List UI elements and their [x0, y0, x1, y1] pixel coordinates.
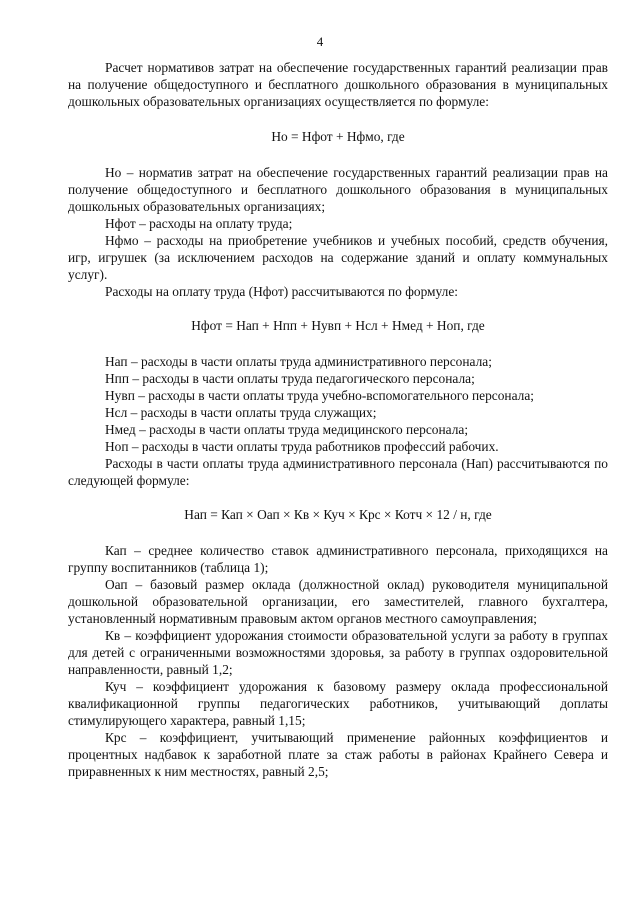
definition-nfmo: Нфмо – расходы на приобретение учебников и учебных пособий, средств обучения, игр, игрушек (за исключением расходов на содержание зданий и оплату коммунальных услуг).: [68, 233, 608, 282]
definition-nsl: Нсл – расходы в части оплаты труда служащих;: [105, 405, 377, 420]
formula-nap: Нап = Кап × Оап × Кв × Куч × Крс × Котч × 12 / н, где: [184, 507, 492, 522]
definition-nop: Ноп – расходы в части оплаты труда работников профессий рабочих.: [105, 439, 499, 454]
definition-kap: Кап – среднее количество ставок административного персонала, приходящихся на группу воспитанников (таблица 1);: [68, 543, 608, 575]
formula-norm-total: Но = Нфот + Нфмо, где: [271, 129, 405, 144]
fot-intro-paragraph: Расходы на оплату труда (Нфот) рассчитываются по формуле:: [105, 284, 458, 299]
document-body: [68, 59, 608, 780]
nap-intro-paragraph: Расходы в части оплаты труда административного персонала (Нап) рассчитываются по следующей формуле:: [68, 456, 608, 488]
definition-nuvp: Нувп – расходы в части оплаты труда учебно-вспомогательного персонала;: [105, 388, 535, 403]
definition-kv: Кв – коэффициент удорожания стоимости образовательной услуги за работу в группах для детей с ограниченными возможностями здоровья, за работу в группах оздоровительной направленности, равный 1,2;: [68, 628, 608, 677]
definition-nfot: Нфот – расходы на оплату труда;: [105, 216, 293, 231]
definition-nmed: Нмед – расходы в части оплаты труда медицинского персонала;: [105, 422, 469, 437]
definition-npp: Нпп – расходы в части оплаты труда педагогического персонала;: [105, 371, 475, 386]
page-number: 4: [316, 34, 324, 49]
intro-paragraph: Расчет нормативов затрат на обеспечение государственных гарантий реализации прав на получение общедоступного и бесплатного дошкольного образования в муниципальных дошкольных образовательных организациях осуществляется по формуле:: [68, 60, 608, 109]
definition-no: Но – норматив затрат на обеспечение государственных гарантий реализации прав на получение общедоступного и бесплатного дошкольного образования в муниципальных дошкольных образовательных организациях;: [68, 165, 608, 214]
definition-oap: Оап – базовый размер оклада (должностной оклад) руководителя муниципальной дошкольной образовательной организации, его заместителей, главного бухгалтера, установленный нормативным правовым актом органов местного самоуправления;: [68, 577, 608, 626]
definition-nap: Нап – расходы в части оплаты труда административного персонала;: [105, 354, 492, 369]
definition-kuch: Куч – коэффициент удорожания к базовому размеру оклада профессиональной квалификационной группы педагогических работников, учитывающий доплаты стимулирующего характера, равный 1,15;: [68, 679, 608, 728]
definition-krs: Крс – коэффициент, учитывающий применение районных коэффициентов и процентных надбавок к заработной плате за стаж работы в районах Крайнего Севера и приравненных к ним местностях, равный 2,5;: [68, 730, 608, 779]
formula-fot: Нфот = Нап + Нпп + Нувп + Нсл + Нмед + Ноп, где: [191, 318, 485, 333]
